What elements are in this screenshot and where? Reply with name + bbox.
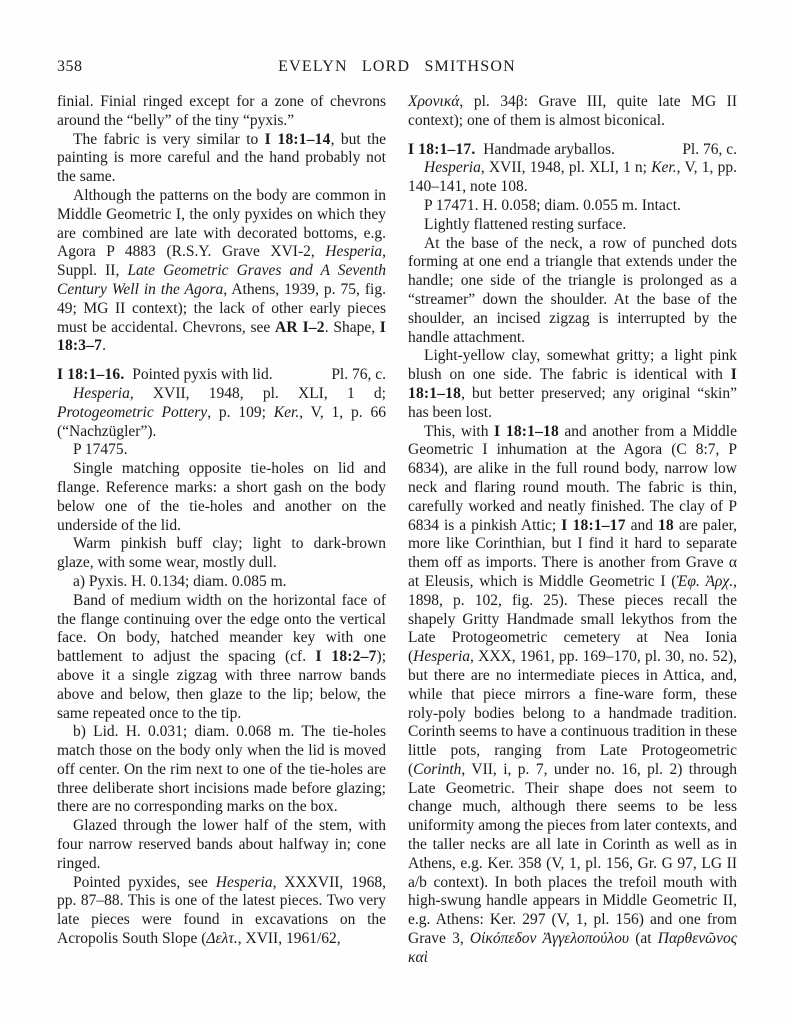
paragraph xyxy=(57,460,386,535)
text-segment: P 17471. H. 0.058; diam. 0.055 m. Intact. xyxy=(424,196,681,214)
text-segment: The fabric is very similar to xyxy=(73,130,265,148)
text-segment: Lightly flattened resting surface. xyxy=(424,215,627,233)
text-segment: , pl. 34β: Grave III, quite late MG II context); one of them is almost biconical. xyxy=(408,93,737,129)
text-segment: Hesperia xyxy=(413,648,470,666)
paragraph xyxy=(57,573,386,592)
text-segment: , XXXVII, 1968, pp. 87–88. This is one of the latest pieces. Two very late pieces were found in excavations on the Acropolis South Slope ( xyxy=(57,873,386,948)
entry-title: Pointed pyxis with lid. xyxy=(124,366,273,384)
catalogue-entry-heading xyxy=(57,366,386,385)
text-segment: Δελτ. xyxy=(206,930,238,948)
text-segment: 18 xyxy=(657,516,674,534)
entry-title: Handmade aryballos. xyxy=(475,140,615,158)
text-segment: , 1898, p. 102, fig. 25). These pieces recall the shapely Gritty Handmade small lekythos from the Late Protogeometric cemetery at Nea Ionia ( xyxy=(408,572,737,666)
text-segment: Hesperia xyxy=(424,159,481,177)
paragraph xyxy=(57,441,386,460)
text-segment: , XVII, 1948, pl. XLI, 1 n; xyxy=(480,159,652,177)
text-segment: This, with xyxy=(424,422,494,440)
paragraph xyxy=(57,874,386,949)
text-segment: Ker. xyxy=(651,159,677,177)
entry-number: I 18:1–16. xyxy=(57,366,125,384)
text-segment: Glazed through the lower half of the stem, with four narrow reserved bands about halfway in; cone ringed. xyxy=(57,817,386,872)
text-segment: and another from a Middle Geometric I inhumation at the Agora (C 8:7, P 6834), are alike in the full round body, narrow low neck and flaring round mouth. The fabric is thin, carefully worked and neatly finished. The clay of P 6834 is a pinkish Attic; xyxy=(408,422,737,534)
paragraph xyxy=(408,197,737,216)
text-segment: AR I–2 xyxy=(274,318,325,336)
text-segment: I 18:2–7 xyxy=(315,648,377,666)
text-segment: Hesperia xyxy=(325,243,383,261)
text-segment: Pointed pyxides, see xyxy=(73,873,216,891)
text-segment: Ἐφ. Ἀρχ. xyxy=(676,572,734,590)
paragraph xyxy=(57,385,386,441)
text-segment: , V, 1, pp. 140–141, note 108. xyxy=(408,159,737,196)
text-segment: a) Pyxis. H. 0.134; diam. 0.085 m. xyxy=(73,572,287,590)
paragraph xyxy=(408,93,737,131)
text-segment: ); above it a single zigzag with three narrow bands above and below, then glaze to the lip; below, the same repeated once to the tip. xyxy=(57,648,386,722)
text-segment: , VII, i, p. 7, under no. 16, pl. 2) through Late Geometric. Their shape does not seem to change much, although there seems to be less uniformity among the pieces from later contexts, and the taller necks are all late in Corinth as well as in Athens, e.g. Ker. 358 (V, 1, pl. 156, Gr. G 97, LG II a/b context). In both places the trefoil mouth with high-swung handle appears in Middle Geometric II, e.g. Athens: Ker. 297 (V, 1, pl. 156) and one from Grave 3, xyxy=(408,760,737,948)
text-segment: Warm pinkish buff clay; light to dark-brown glaze, with some wear, mostly dull. xyxy=(57,535,386,572)
text-segment: Οἰκόπεδον Ἀγγελοπούλου xyxy=(469,930,629,948)
text-segment: I 18:1–18 xyxy=(408,366,737,402)
paragraph xyxy=(57,131,386,187)
paragraph xyxy=(57,535,386,573)
text-segment: Hesperia xyxy=(215,873,273,891)
entry-number: I 18:1–17. xyxy=(408,140,476,158)
plate-reference: Pl. 76, c. xyxy=(682,140,737,158)
text-segment: , Athens, 1939, p. 75, fig. 49; MG II context); the lack of other early pieces must be accidental. Chevrons, see xyxy=(57,280,386,336)
page-header xyxy=(57,58,737,78)
text-segment: I 18:1–14 xyxy=(264,130,331,148)
text-segment: Band of medium width on the horizontal face of the flange continuing over the edge onto the vertical face. On body, hatched meander key with one battlement to adjust the spacing (cf. xyxy=(57,591,386,666)
text-segment: Hesperia xyxy=(73,384,130,402)
text-segment: . xyxy=(102,337,106,355)
plate-reference: Pl. 76, c. xyxy=(331,366,386,384)
text-segment: I 18:1–17 xyxy=(561,516,626,534)
text-segment: . Shape, xyxy=(324,318,380,336)
paragraph xyxy=(57,93,386,131)
paragraph xyxy=(57,592,386,724)
entry-title-group xyxy=(408,141,615,160)
text-segment: , V, 1, p. 66 (“Nachzügler”). xyxy=(57,403,386,440)
entry-title-group xyxy=(57,366,273,385)
paragraph xyxy=(57,817,386,873)
running-head: EVELYN LORD SMITHSON xyxy=(278,58,516,75)
paragraph xyxy=(408,423,737,968)
text-segment: Χρονικά xyxy=(408,93,460,110)
text-segment: P 17475. xyxy=(73,441,128,459)
paragraph xyxy=(57,723,386,817)
text-segment: Light-yellow clay, somewhat gritty; a light pink blush on one side. The fabric is identical with xyxy=(408,347,737,384)
text-segment: b) Lid. H. 0.031; diam. 0.068 m. The tie-holes match those on the body only when the lid is moved off center. On the rim next to one of the tie-holes are three deliberate short incisions made before glazing; there are no corresponding marks on the box. xyxy=(57,723,386,816)
text-segment: , p. 109; xyxy=(207,403,274,421)
text-segment: Παρθενῶνος καὶ xyxy=(408,930,738,966)
paragraph xyxy=(57,187,386,356)
text-segment: Protogeometric Pottery xyxy=(57,403,208,421)
catalogue-entry-heading xyxy=(408,141,737,160)
text-segment: , but better preserved; any original “skin” has been lost. xyxy=(408,384,737,421)
text-segment: Corinth xyxy=(413,760,462,778)
text-segment: are paler, more like Corinthian, but I find it hard to separate them off as imports. There is another from Grave α at Eleusis, which is Middle Geometric I ( xyxy=(408,516,737,590)
text-segment: At the base of the neck, a row of punched dots forming at one end a triangle that extends under the handle; one side of the triangle is prolonged as a “streamer” down the shoulder. At the base of the shoulder, an incised zigzag is interrupted by the handle attachment. xyxy=(408,234,737,346)
paragraph xyxy=(408,216,737,235)
text-segment: , XXX, 1961, pp. 169–170, pl. 30, no. 52), but there are no intermediate pieces in Attica, and, while that piece mirrors a fine-ware form, these roly-poly bodies belong to a handmade tradition. Corinth seems to have a continuous tradition in these little pots, ranging from Late Protogeometric ( xyxy=(408,648,737,778)
text-segment: Although the patterns on the body are common in Middle Geometric I, the only pyxides on which they are combined are late with decorated bottoms, e.g. Agora P 4883 (R.S.Y. Grave XVI-2, xyxy=(57,186,386,261)
text-columns xyxy=(57,93,737,968)
right-column xyxy=(408,93,737,968)
left-column xyxy=(57,93,386,968)
text-segment: and xyxy=(625,516,658,534)
text-segment: finial. Finial ringed except for a zone of chevrons around the “belly” of the tiny “pyxis.” xyxy=(57,93,386,129)
text-segment: Single matching opposite tie-holes on lid and flange. Reference marks: a short gash on the body below one of the tie-holes and another on the underside of the lid. xyxy=(57,460,386,534)
text-segment: (at xyxy=(629,930,658,948)
text-segment: , Suppl. II, xyxy=(57,243,386,280)
text-segment: , XVII, 1961/62, xyxy=(237,930,341,948)
text-segment: , but the painting is more careful and the hand probably not the same. xyxy=(57,130,386,186)
text-segment: I 18:3–7 xyxy=(57,318,386,355)
page-number: 358 xyxy=(57,58,83,75)
text-segment: Ker. xyxy=(273,403,300,421)
text-segment: I 18:1–18 xyxy=(493,422,559,440)
text-segment: , XVII, 1948, pl. XLI, 1 d; xyxy=(129,384,386,402)
text-segment: Late Geometric Graves and A Seventh Century Well in the Agora xyxy=(57,262,386,298)
paragraph xyxy=(408,159,737,197)
paragraph xyxy=(408,235,737,348)
paragraph xyxy=(408,347,737,422)
